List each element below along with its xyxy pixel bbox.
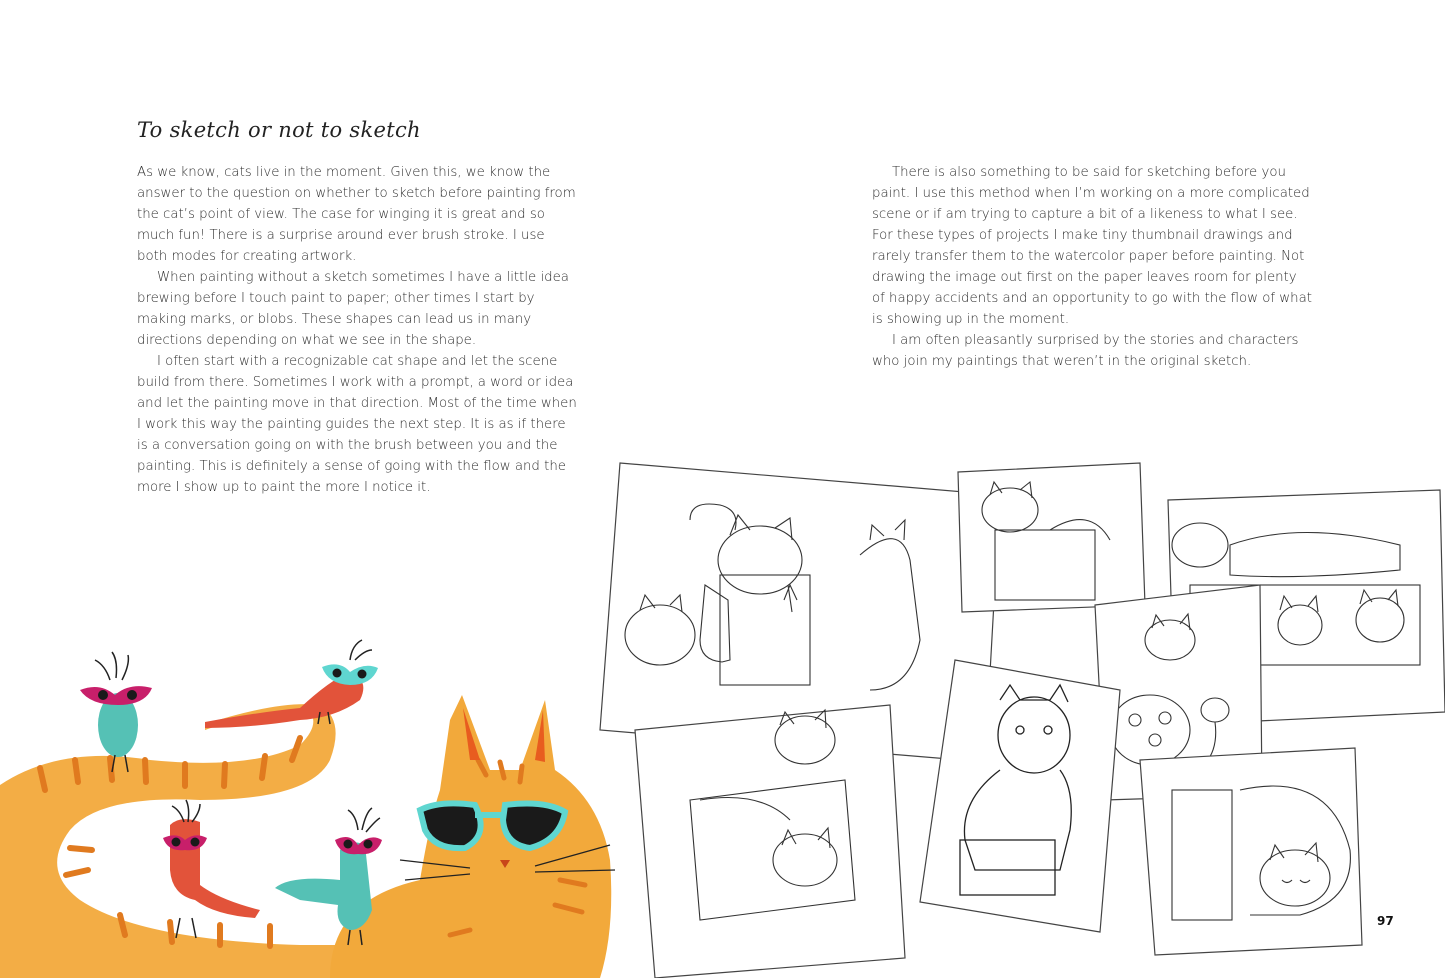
bird-red-top (205, 640, 378, 728)
bird-red-middle (163, 800, 260, 938)
sketch-collage (600, 463, 1445, 978)
sketch-card-cat-portrait (920, 660, 1120, 932)
sketch-card-sleeping-cat (1140, 748, 1362, 955)
right-text-column (872, 162, 1312, 372)
section-heading: To sketch or not to sketch (137, 118, 421, 142)
page-number: 97 (1377, 914, 1394, 928)
paragraph: As we know, cats live in the moment. Given this, we know the answer to the question on whether to sketch before painting from the cat’s point of view. The case for winging it is great and so much fun! There is a surprise around ever brush stroke. I use both modes for creating artwork. (137, 165, 576, 264)
sketch-card-cat-in-cardboard-box (635, 705, 905, 978)
watercolor-illustration (0, 640, 615, 978)
sketch-card-cat-in-box (958, 463, 1145, 612)
paragraph: I am often pleasantly surprised by the stories and characters who join my paintings that weren’t in the original sketch. (872, 333, 1299, 369)
paragraph: There is also something to be said for sketching before you paint. I use this method when I’m working on a more complicated scene or if am trying to capture a bit of a likeness to what I see. For these types of projects I make tiny thumbnail drawings and rarely transfer them to the watercolor paper before painting. Not drawing the image out first on the paper leaves room for plenty of happy accidents and an opportunity to go with the flow of what is showing up in the moment. (872, 165, 1312, 327)
bird-teal-left (80, 652, 152, 772)
left-text-column (137, 162, 577, 498)
paragraph: When painting without a sketch sometimes I have a little idea brewing before I touch paint to paper; other times I start by making marks, or blobs. These shapes can lead us in many directions depending on what we see in the shape. (137, 270, 569, 348)
paragraph: I often start with a recognizable cat shape and let the scene build from there. Sometimes I work with a prompt, a word or idea and let the painting move in that direction. Most of the time when I work this way the painting guides the next step. It is as if there is a conversation going on with the brush between you and the painting. This is definitely a sense of going with the flow and the more I show up to paint the more I notice it. (137, 354, 577, 495)
